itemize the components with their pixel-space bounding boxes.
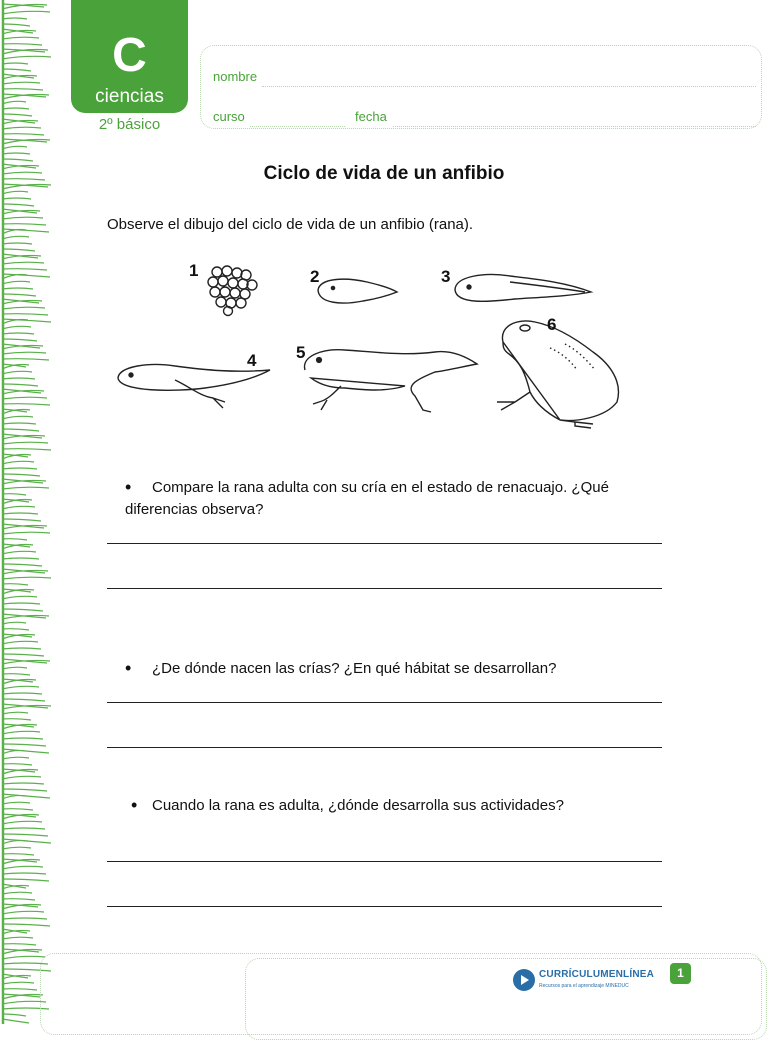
grass-border-decoration (0, 0, 56, 1024)
stage-number: 1 (189, 261, 199, 280)
bullet: • (125, 658, 132, 678)
question-2-text: ¿De dónde nacen las crías? ¿En qué hábitat se desarrollan? (152, 660, 557, 677)
stage-number: 2 (310, 267, 320, 286)
name-field[interactable] (262, 86, 756, 87)
grade-level: 2º básico (98, 116, 161, 133)
stage-number: 3 (441, 267, 451, 286)
date-label: fecha (355, 109, 387, 124)
adult-frog-drawing (502, 321, 618, 422)
logo-tagline: Recursos para el aprendizaje MINEDUC (539, 983, 629, 989)
name-label: nombre (213, 69, 258, 84)
bullet: • (131, 795, 138, 815)
subject-name: ciencias (95, 86, 164, 107)
logo-name: CURRÍCULUMENLÍNEA (539, 969, 655, 980)
stage-number: 6 (547, 315, 557, 334)
answer-line[interactable] (107, 906, 662, 907)
subject-badge (71, 0, 188, 113)
date-field[interactable] (393, 126, 756, 127)
answer-line[interactable] (107, 543, 662, 544)
subject-letter: C (112, 29, 147, 82)
bullet: • (125, 477, 132, 497)
instructions-text: Observe el dibujo del ciclo de vida de un anfibio (rana). (107, 216, 474, 233)
answer-line[interactable] (107, 861, 662, 862)
course-field[interactable] (250, 126, 345, 127)
student-info-box (200, 45, 762, 129)
question-1-text: Compare la rana adulta con su cría en el estado de renacuajo. ¿Qué diferencias observa? (125, 479, 609, 518)
stage-number: 4 (247, 351, 257, 370)
grass-blades (2, 4, 51, 1023)
tadpole-drawing (455, 275, 591, 302)
curriculum-logo (512, 966, 672, 996)
frog-eggs-drawing (208, 266, 257, 316)
play-icon (512, 968, 536, 992)
frog-life-cycle-figure (105, 252, 645, 432)
stage-number: 5 (296, 343, 306, 362)
worksheet-title: Ciclo de vida de un anfibio (263, 163, 505, 184)
hatchling-drawing (318, 279, 397, 303)
answer-line[interactable] (107, 588, 662, 589)
course-label: curso (213, 109, 245, 124)
answer-line[interactable] (107, 747, 662, 748)
question-3-text: Cuando la rana es adulta, ¿dónde desarrolla sus actividades? (152, 797, 564, 814)
page-number: 1 (670, 963, 691, 984)
answer-line[interactable] (107, 702, 662, 703)
froglet-drawing (305, 350, 477, 412)
